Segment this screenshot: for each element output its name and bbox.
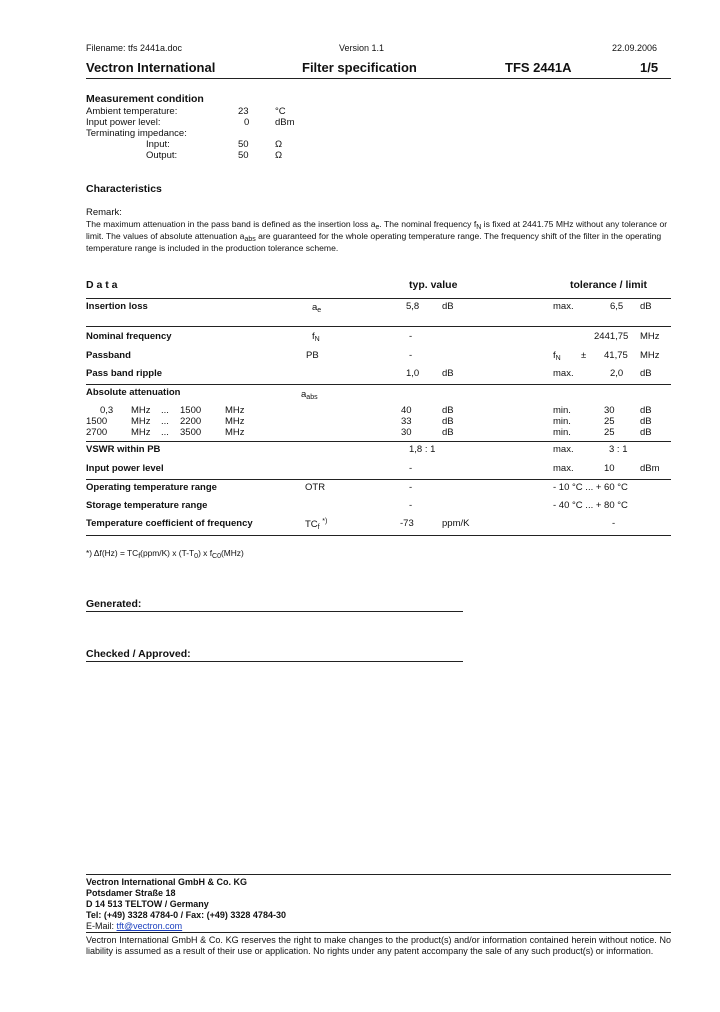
att-dots: ... [161,405,169,416]
input-unit: Ω [275,139,283,150]
att-limval: 25 [604,427,615,438]
ambient-value: 23 [238,106,249,117]
nominal-symbol: $f_N$ [312,331,320,343]
page-number: 1/5 [640,60,659,75]
passband-limval: 41,75 [604,350,628,361]
generated-signature-line [86,611,463,612]
otr-symbol: OTR [305,482,326,493]
version: Version 1.1 [339,43,385,53]
storage-typ: - [409,500,413,511]
ripple-label: Pass band ripple [86,368,163,379]
att-limval: 30 [604,405,615,416]
remark-label: Remark: [86,207,122,218]
att-lim: min. [553,416,571,427]
insertion-limunit: dB [640,301,652,312]
att-lim: min. [553,405,571,416]
measurement-title: Measurement condition [86,93,204,105]
att-u2: MHz [225,405,245,416]
att-typ: 33 [401,416,412,427]
output-value: 50 [238,150,249,161]
passband-fn: $f_N$ [553,350,561,362]
tcf-limval: - [612,518,616,529]
att-f2: 2200 [180,416,202,427]
output-label: Output: [146,150,178,161]
att-f2: 3500 [180,427,202,438]
row-divider [86,384,671,385]
att-f1: 0,3 [100,405,114,416]
remark-line-3: temperature range is included in the production tolerance scheme. [86,243,339,253]
att-u1: MHz [131,405,151,416]
nominal-limunit: MHz [640,331,660,342]
att-u1: MHz [131,427,151,438]
passband-pm: ± [581,350,587,361]
vswr-limval: 3 : 1 [609,444,628,455]
generated-label: Generated: [86,598,142,610]
input-value: 50 [238,139,249,150]
input-label: Input: [146,139,170,150]
insertion-lim: max. [553,301,574,312]
absatt-symbol: $a_{abs}$ [301,389,318,401]
att-unit: dB [442,405,454,416]
nominal-label: Nominal frequency [86,331,172,342]
att-f2: 1500 [180,405,202,416]
insertion-typ: 5,8 [406,301,420,312]
otr-typ: - [409,482,413,493]
att-unit: dB [442,416,454,427]
email-label: E-Mail: [86,921,117,931]
inpower-typ: - [409,463,413,474]
power-label: Input power level: [86,117,161,128]
col-typ-value: typ. value [409,279,458,291]
header-divider [86,78,671,79]
checked-signature-line [86,661,463,662]
ripple-limval: 2,0 [610,368,624,379]
footer-disclaimer: Vectron International GmbH & Co. KG reserves the right to make changes to the product(s) and/or information contained herein without notice. No liability is assumed as a result of their use or application. No rights under any patent accompany the sale of any such product(s) or information. [86,935,671,957]
passband-symbol: PB [306,350,319,361]
insertion-symbol: $a_e$ [312,302,322,314]
att-f1: 2700 [86,427,108,438]
att-u1: MHz [131,416,151,427]
vswr-typ: 1,8 : 1 [409,444,436,455]
row-divider [86,326,671,327]
nominal-typ: - [409,331,413,342]
att-f1: 1500 [86,416,108,427]
storage-label: Storage temperature range [86,500,208,511]
inpower-lim: max. [553,463,574,474]
ripple-limunit: dB [640,368,652,379]
att-limunit: dB [640,405,652,416]
tcf-unit: ppm/K [442,518,470,529]
email-link[interactable]: tft@vectron.com [116,921,183,931]
filename: Filename: tfs 2441a.doc [86,43,183,53]
footer-street: Potsdamer Straße 18 [86,888,176,898]
footer-email [86,921,182,931]
otr-limval: - 10 °C ... + 60 °C [553,482,628,493]
part-number: TFS 2441A [505,60,572,75]
att-unit: dB [442,427,454,438]
att-u2: MHz [225,416,245,427]
company-name: Vectron International [86,60,216,75]
absatt-label: Absolute attenuation [86,387,181,398]
footnote: *) $\Delta f(Hz) = TC_f(ppm/K)$ x $(T-T_0)$ x $f_{C0}(MHz)$ [86,548,244,560]
tcf-symbol: $TC_f$ *) [305,518,328,531]
footer-company: Vectron International GmbH & Co. KG [86,877,248,887]
tcf-label: Temperature coefficient of frequency [86,518,253,529]
insertion-label: Insertion loss [86,301,148,312]
att-limunit: dB [640,427,652,438]
att-limval: 25 [604,416,615,427]
insertion-limval: 6,5 [610,301,624,312]
checked-label: Checked / Approved: [86,648,191,660]
table-divider [86,298,671,299]
ambient-label: Ambient temperature: [86,106,178,117]
passband-limunit: MHz [640,350,660,361]
footer-divider-2 [86,932,671,933]
passband-typ: - [409,350,413,361]
att-typ: 30 [401,427,412,438]
row-divider [86,441,671,442]
output-unit: Ω [275,150,283,161]
att-limunit: dB [640,416,652,427]
inpower-limval: 10 [604,463,615,474]
inpower-limunit: dBm [640,463,660,474]
remark-line-2: limit. The values of absolute attenuation $a_{abs}$ are guaranteed for the whole operating temperature range. The frequency shift of the filter in the operating [86,231,662,243]
insertion-unit: dB [442,301,454,312]
characteristics-title: Characteristics [86,183,162,195]
att-dots: ... [161,416,169,427]
date: 22.09.2006 [612,43,658,53]
power-unit: dBm [275,117,295,128]
table-bottom-divider [86,535,671,536]
passband-label: Passband [86,350,131,361]
row-divider [86,479,671,480]
footer-tel: Tel: (+49) 3328 4784-0 / Fax: (+49) 3328 4784-30 [86,910,286,920]
att-typ: 40 [401,405,412,416]
termination-label: Terminating impedance: [86,128,187,139]
inpower-label: Input power level [86,463,164,474]
ripple-lim: max. [553,368,574,379]
tcf-typ: -73 [400,518,414,529]
vswr-lim: max. [553,444,574,455]
att-dots: ... [161,427,169,438]
power-value: 0 [244,117,250,128]
remark-line-1: The maximum attenuation in the pass band is defined as the insertion loss $a_e$. The nominal frequency $f_N$ is fixed at 2441.75 MHz without any tolerance or [86,219,668,231]
otr-label: Operating temperature range [86,482,217,493]
ambient-unit: °C [275,106,286,117]
col-data: D a t a [86,279,118,291]
ripple-typ: 1,0 [406,368,420,379]
ripple-unit: dB [442,368,454,379]
footer-city: D 14 513 TELTOW / Germany [86,899,209,909]
storage-limval: - 40 °C ... + 80 °C [553,500,628,511]
att-u2: MHz [225,427,245,438]
att-lim: min. [553,427,571,438]
col-tolerance: tolerance / limit [570,279,648,291]
vswr-label: VSWR within PB [86,444,161,455]
document-title: Filter specification [302,60,417,75]
nominal-limval: 2441,75 [594,331,629,342]
footer-divider [86,874,671,875]
